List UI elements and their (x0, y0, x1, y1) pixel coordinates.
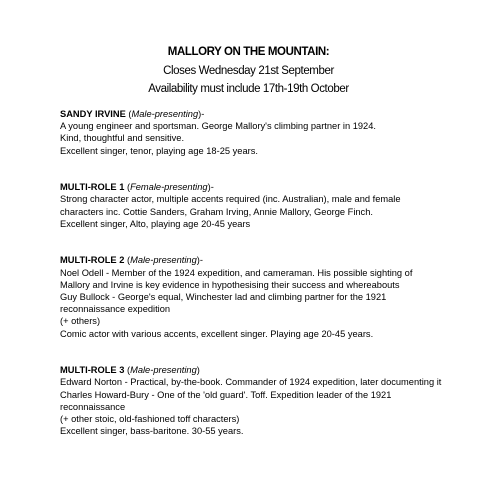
role-heading (60, 254, 490, 266)
role-name: SANDY IRVINE (60, 109, 126, 119)
role-description-line: Comic actor with various accents, excellent singer. Playing age 20-45 years. (60, 328, 374, 339)
role-description-line: (+ others) (60, 316, 101, 327)
role-presentation: Male-presenting (130, 255, 197, 266)
role-heading (60, 364, 490, 376)
role-presentation: Male-presenting (131, 109, 199, 119)
role-description-line: (+ other stoic, old-fashioned toff characters) (60, 414, 240, 425)
role-description-line: Edward Norton - Practical, by-the-book. Commander of 1924 expedition, later documenting it (60, 377, 442, 388)
role-description-line: Mallory and Irvine is key evidence in hypothesising their success and whereabouts (60, 279, 400, 290)
role-description-line: Excellent singer, Alto, playing age 20-45 years (60, 218, 251, 229)
role-description-line: characters inc. Cottie Sanders, Graham Irving, Annie Mallory, George Finch. (60, 206, 373, 217)
role-name: MULTI-ROLE 1 (60, 182, 125, 193)
role-name: MULTI-ROLE 3 (60, 365, 125, 376)
role-heading (60, 181, 490, 193)
role-description-line: A young engineer and sportsman. George Mallory's climbing partner in 1924. (60, 121, 376, 132)
role-section-multi-role-3 (60, 364, 490, 437)
closing-date: Closes Wednesday 21st September (163, 65, 334, 77)
role-presentation: Female-presenting (130, 182, 208, 193)
role-open-paren: ( (124, 182, 131, 193)
role-description-line: Kind, thoughtful and sensitive. (60, 133, 185, 144)
role-open-paren: ( (124, 365, 131, 376)
role-section-multi-role-2 (60, 254, 490, 339)
role-close-paren: )- (198, 109, 205, 119)
role-description-line: Excellent singer, bass-baritone. 30-55 years. (60, 426, 244, 437)
role-presentation: Male-presenting (130, 365, 197, 376)
role-name: MULTI-ROLE 2 (60, 255, 125, 266)
role-description-line: Strong character actor, multiple accents required (inc. Australian), male and female (60, 194, 401, 205)
role-close-paren: )- (207, 182, 214, 193)
role-section-sandy-irvine (60, 108, 490, 157)
role-section-multi-role-1 (60, 181, 490, 230)
role-heading (60, 108, 490, 120)
role-open-paren: ( (124, 255, 131, 266)
document-title: MALLORY ON THE MOUNTAIN: (167, 46, 330, 58)
availability-note: Availability must include 17th-19th October (148, 83, 349, 95)
roles-list (60, 108, 490, 462)
role-description-line: Guy Bullock - George's equal, Winchester lad and climbing partner for the 1921 (60, 292, 387, 303)
role-description-line: Charles Howard-Bury - One of the 'old guard'. Toff. Expedition leader of the 1921 (60, 389, 392, 400)
role-open-paren: ( (125, 109, 132, 119)
role-close-paren: )- (196, 255, 203, 266)
role-close-paren: ) (196, 365, 200, 376)
role-description-line: Excellent singer, tenor, playing age 18-25 years. (60, 145, 258, 156)
role-description-line: Noel Odell - Member of the 1924 expedition, and cameraman. His possible sighting of (60, 267, 413, 278)
role-description-line: reconnaissance expedition (60, 304, 171, 315)
role-description-line: reconnaissance (60, 401, 126, 412)
